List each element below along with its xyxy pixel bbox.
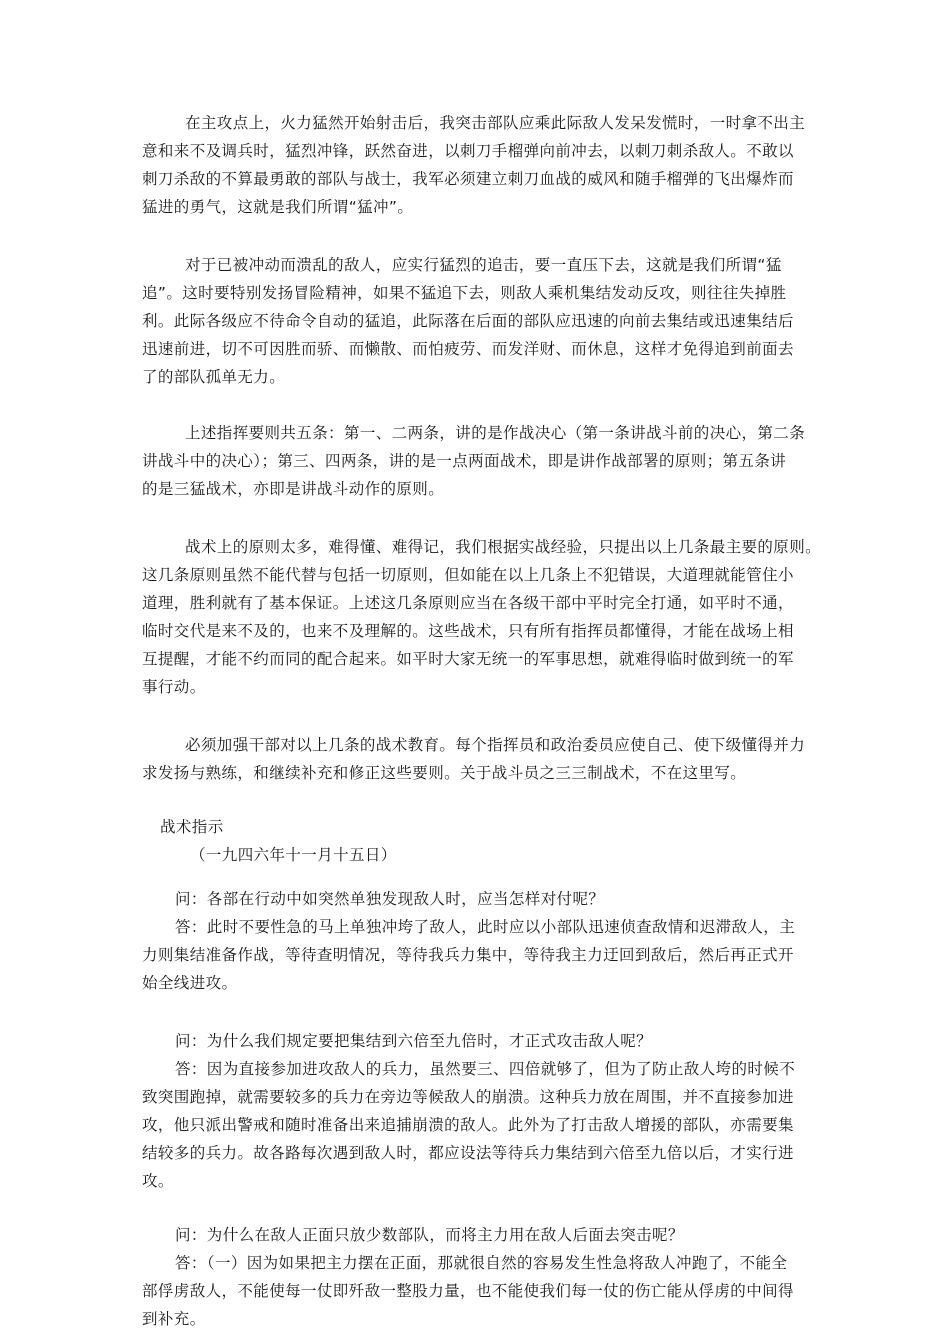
text-line: 意和来不及调兵时，猛烈冲锋，跃然奋进，以刺刀手榴弹向前冲去，以刺刀刺杀敌人。不敢以 [142,142,794,160]
answer-line: 答：此时不要性急的马上单独冲垮了敌人，此时应以小部队迅速侦查敌情和迟滞敌人，主 [175,918,796,936]
text-line: 必须加强干部对以上几条的战术教育。每个指挥员和政治委员应使自己、使下级懂得并力 [185,736,806,754]
text-line: 了的部队孤单无力。 [142,368,286,386]
text-line: 结较多的兵力。故各路每次遇到敌人时，都应设法等待兵力集结到六倍至九倍以后，才实行进 [142,1144,794,1162]
text-line: 道理，胜利就有了基本保证。上述这几条原则应当在各级干部中平时完全打通，如平时不通， [142,594,794,612]
text-line: 部俘虏敌人，不能使每一仗即歼敌一整股力量，也不能使我们每一仗的伤亡能从俘虏的中间得 [142,1282,794,1300]
section-date: （一九四六年十一月十五日） [190,846,397,864]
text-line: 战术上的原则太多，难得懂、难得记，我们根据实战经验，只提出以上几条最主要的原则。 [185,538,822,556]
answer-line: 答：因为直接参加进攻敌人的兵力，虽然要三、四倍就够了，但为了防止敌人垮的时候不 [175,1060,796,1078]
answer-line: 答：（一）因为如果把主力摆在正面，那就很自然的容易发生性急将敌人冲跑了，不能全 [175,1254,788,1272]
text-line: 这几条原则虽然不能代替与包括一切原则，但如能在以上几条上不犯错误，大道理就能管住小 [142,566,794,584]
text-line: 攻，他只派出警戒和随时准备出来追捕崩溃的敌人。此外为了打击敌人增援的部队，亦需要集 [142,1116,794,1134]
text-line: 刺刀杀敌的不算最勇敢的部队与战士，我军必须建立刺刀血战的威风和随手榴弹的飞出爆炸而 [142,170,794,188]
text-line: 迅速前进，切不可因胜而骄、而懒散、而怕疲劳、而发洋财、而休息，这样才免得追到前面去 [142,340,794,358]
text-line: 追”。这时要特别发扬冒险精神，如果不猛追下去，则敌人乘机集结发动反攻，则往往失掉胜 [142,284,787,302]
text-line: 对于已被冲动而溃乱的敌人，应实行猛烈的追击，要一直压下去，这就是我们所谓“猛 [185,256,782,274]
text-line: 互提醒，才能不约而同的配合起来。如平时大家无统一的军事思想，就难得临时做到统一的军 [142,650,794,668]
question-line: 问：为什么在敌人正面只放少数部队，而将主力用在敌人后面去突击呢？ [175,1226,684,1244]
section-title: 战术指示 [160,818,224,836]
text-line: 求发扬与熟练，和继续补充和修正这些要则。关于战斗员之三三制战术，不在这里写。 [142,764,747,782]
text-line: 临时交代是来不及的，也来不及理解的。这些战术，只有所有指挥员都懂得，才能在战场上相 [142,622,794,640]
text-line: 上述指挥要则共五条：第一、二两条，讲的是作战决心（第一条讲战斗前的决心，第二条 [185,424,806,442]
text-line: 的是三猛战术，亦即是讲战斗动作的原则。 [142,480,445,498]
text-line: 到补充。 [142,1310,206,1328]
text-line: 致突围跑掉，就需要较多的兵力在旁边等候敌人的崩溃。这种兵力放在周围，并不直接参加进 [142,1088,794,1106]
question-line: 问：各部在行动中如突然单独发现敌人时，应当怎样对付呢？ [175,890,605,908]
text-line: 利。此际各级应不待命令自动的猛追，此际落在后面的部队应迅速的向前去集结或迅速集结后 [142,312,794,330]
text-line: 攻。 [142,1172,174,1190]
text-line: 力则集结准备作战，等待查明情况，等待我兵力集中，等待我主力迂回到敌后，然后再正式开 [142,946,794,964]
question-line: 问：为什么我们规定要把集结到六倍至九倍时，才正式攻击敌人呢？ [175,1032,653,1050]
text-line: 猛进的勇气，这就是我们所谓“猛冲”。 [142,198,414,216]
text-line: 在主攻点上，火力猛然开始射击后，我突击部队应乘此际敌人发呆发慌时，一时拿不出主 [185,114,806,132]
text-line: 事行动。 [142,678,206,696]
text-line: 始全线进攻。 [142,974,238,992]
text-line: 讲战斗中的决心）；第三、四两条，讲的是一点两面战术，即是讲作战部署的原则；第五条讲 [142,452,787,470]
